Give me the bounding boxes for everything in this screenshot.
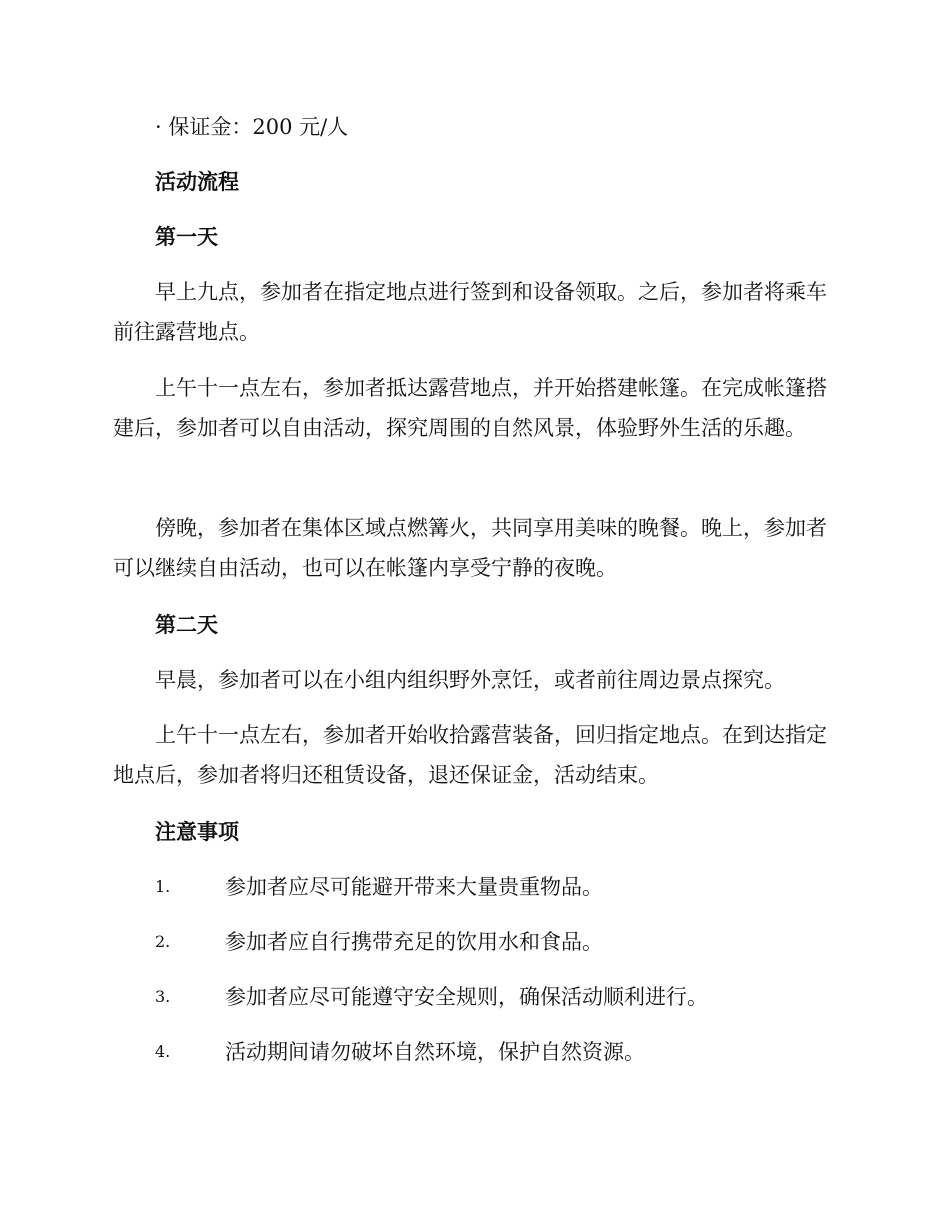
note-text: 参加者应尽可能避开带来大量贵重物品。: [225, 875, 603, 899]
note-number: 4.: [155, 1042, 171, 1061]
note-number: 3.: [155, 987, 171, 1006]
day-two-paragraph-1: 早晨，参加者可以在小组内组织野外烹饪，或者前往周边景点探究。: [155, 668, 785, 692]
day-one-heading: 第一天: [155, 224, 218, 249]
section-heading-notes: 注意事项: [155, 819, 239, 844]
day-one-paragraph-3: 傍晚，参加者在集体区域点燃篝火，共同享用美味的晚餐。晚上，参加者可以继续自由活动，也可以在帐篷内享受宁静的夜晚。: [113, 516, 827, 580]
day-one-paragraph-1: 早上九点，参加者在指定地点进行签到和设备领取。之后，参加者将乘车前往露营地点。: [113, 280, 827, 344]
section-heading-process: 活动流程: [155, 169, 239, 194]
day-two-heading: 第二天: [155, 612, 218, 637]
day-two-paragraph-2: 上午十一点左右，参加者开始收拾露营装备，回归指定地点。在到达指定地点后，参加者将归还租赁设备，退还保证金，活动结束。: [113, 723, 827, 787]
note-number: 2.: [155, 932, 171, 951]
note-text: 参加者应尽可能遵守安全规则，确保活动顺利进行。: [225, 985, 708, 1009]
day-one-paragraph-2: 上午十一点左右，参加者抵达露营地点，并开始搭建帐篷。在完成帐篷搭建后，参加者可以自由活动，探究周围的自然风景，体验野外生活的乐趣。: [113, 376, 827, 440]
note-text: 参加者应自行携带充足的饮用水和食品。: [225, 930, 603, 954]
note-text: 活动期间请勿破坏自然环境，保护自然资源。: [225, 1040, 645, 1064]
note-number: 1.: [155, 877, 171, 896]
deposit-line: · 保证金：200 元/人: [155, 115, 349, 139]
